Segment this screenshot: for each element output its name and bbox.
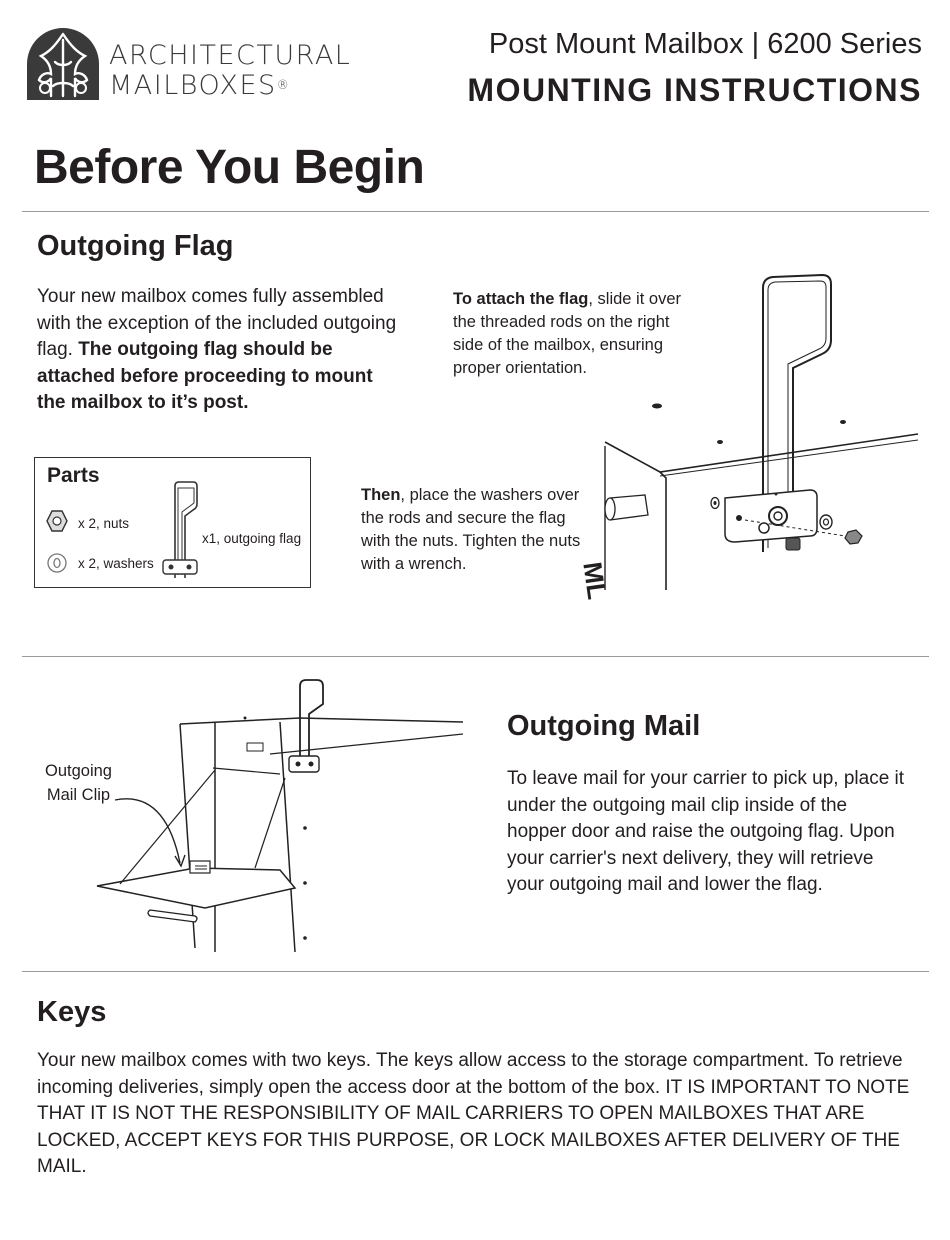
header-separator: | (751, 28, 760, 60)
section-divider (22, 211, 929, 212)
attach-bold-text: To attach the flag (453, 290, 589, 308)
registered-mark: ® (276, 78, 291, 92)
callout-line2: Mail Clip (46, 786, 111, 804)
brand-name-line2: MAILBOXES® (109, 70, 291, 101)
page-title: Before You Begin (34, 141, 425, 194)
then-bold-text: Then (361, 486, 401, 504)
keys-heading: Keys (37, 996, 107, 1028)
outgoing-flag-part-icon (161, 480, 201, 582)
attach-text: , slide it over the threaded rods on the right side of the mailbox, ensuring proper orientation. (453, 290, 681, 377)
parts-box (34, 457, 311, 588)
washer-icon (47, 553, 67, 573)
outgoing-flag-intro (37, 284, 402, 417)
brand-name-line1: ARCHITECTURAL (109, 40, 352, 71)
secure-flag-instruction (361, 484, 581, 576)
outgoing-mail-illustration (95, 678, 470, 958)
section-divider (22, 656, 929, 657)
parts-flag-label: x1, outgoing flag (202, 531, 302, 546)
flag-attachment-illustration (600, 270, 930, 600)
parts-heading: Parts (47, 464, 100, 487)
header-product-line (489, 28, 922, 61)
outgoing-flag-heading: Outgoing Flag (37, 230, 234, 262)
callout-line1: Outgoing (45, 762, 112, 780)
document-title: MOUNTING INSTRUCTIONS (467, 72, 922, 108)
intro-plain-text: Your new mailbox comes fully assembled with the exception of the included outgoing flag. (37, 286, 397, 360)
outgoing-mail-body: To leave mail for your carrier to pick up, place it under the outgoing mail clip inside of the hopper door and raise the outgoing flag. Upon your carrier's next delivery, they will retrieve your outgoing mail and lower the flag. (507, 768, 905, 895)
outgoing-mail-clip-callout (45, 759, 112, 807)
mailbox-side-label: ML (577, 560, 613, 602)
outgoing-mail-heading: Outgoing Mail (507, 710, 701, 742)
header-product: Post Mount Mailbox (488, 28, 744, 60)
parts-washers-label: x 2, washers (78, 556, 154, 571)
brand-logo-icon (25, 26, 101, 100)
keys-body: Your new mailbox comes with two keys. The keys allow access to the storage compartment. To retrieve incoming deliveries, simply open the access door at the bottom of the box. IT IS IMPORTANT TO NOTE THAT IT IS NOT THE RESPONSIBILITY OF MAIL CARRIERS TO OPEN MAILBOXES THAT ARE LOCKED, ACCEPT KEYS FOR THIS PURPOSE, OR LOCK MAILBOXES AFTER DELIVERY OF THE MAIL. (37, 1050, 910, 1177)
then-text: , place the washers over the rods and secure the flag with the nuts. Tighten the nuts with a wrench. (361, 486, 581, 573)
intro-bold-text: The outgoing flag should be attached before proceeding to mount the mailbox to it’s post. (37, 339, 373, 413)
nut-icon (46, 510, 68, 532)
parts-nuts-label: x 2, nuts (78, 516, 130, 531)
section-divider (22, 971, 929, 972)
header-series: 6200 Series (767, 28, 922, 60)
